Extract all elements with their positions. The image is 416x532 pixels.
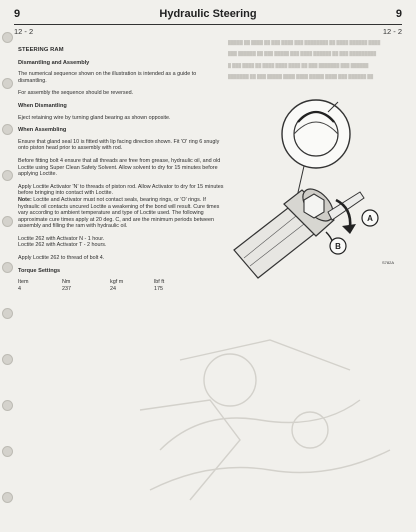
paragraph: Apply Loctite Activator 'N' to threads of piston rod. Allow Activator to dry for 15 minutes before bringing into contact with Loctite. — [18, 183, 224, 197]
figure-id: S782A — [381, 260, 395, 265]
binder-hole — [2, 400, 13, 411]
binder-hole — [2, 78, 13, 89]
section-heading: STEERING RAM — [18, 47, 64, 53]
page-title: Hydraulic Steering — [159, 8, 257, 20]
subheading-when-assembling: When Assembling — [18, 127, 67, 134]
subheading-when-dismantling: When Dismantling — [18, 102, 67, 109]
torque-header: Nm — [62, 279, 71, 286]
binder-hole — [2, 32, 13, 43]
detail-circle — [282, 100, 350, 168]
torque-cell: 4 — [18, 286, 21, 293]
section-numbers — [14, 27, 402, 39]
binder-hole — [2, 216, 13, 227]
torque-header: lbf ft — [154, 279, 165, 286]
page-header — [14, 5, 402, 23]
binder-hole — [2, 308, 13, 319]
torque-cell: 24 — [110, 286, 116, 293]
bleed-through-illustration — [120, 300, 410, 520]
cure-time: Loctite 262 with Activator N - 1 hour. — [18, 235, 105, 242]
bleed-through-text: █████ ██ ████ ██ ███ ████ ███ ████████ ██ ████ ██████ ████ ███ ██████ ██ ███ █████ ███ ████ ██████ ██ ███ █████████ █ ███ ████ ██ ████ ████ ████ ██ ███ ███████ ███ ██████ ███████ ██ ███ █████ ████ ████ █████ ████ ███ ██████ ██ — [228, 40, 381, 80]
note-label: Note: — [18, 196, 32, 203]
binder-hole — [2, 492, 13, 503]
paragraph: Ensure that gland seal 10 is fitted with lip facing direction shown. Fit 'O' ring 6 snugly onto piston head prior to assembly with rod. — [18, 138, 220, 152]
binder-hole — [2, 170, 13, 181]
binder-holes — [0, 0, 14, 532]
binder-hole — [2, 262, 13, 273]
note-paragraph — [18, 197, 224, 230]
paragraph: For assembly the sequence should be reversed. — [18, 90, 134, 97]
page-number-left: 9 — [14, 8, 21, 20]
section-number-right: 12 - 2 — [382, 27, 402, 36]
torque-header: kgf m — [110, 279, 124, 286]
torque-cell: 175 — [154, 286, 163, 293]
paragraph: The numerical sequence shown on the illustration is intended as a guide to dismantling. — [18, 71, 197, 84]
paragraph: Eject retaining wire by turning gland bearing as shown opposite. — [18, 114, 171, 121]
gland-bearing-illustration — [228, 82, 404, 304]
note-text: Loctite and Activator must not contact seals, bearing rings, or 'O' rings. If hydraulic oil contacts uncured Loctite a weakening of the bond will result. Cure times vary according to ambient temperature and type of Loctite used. The following approximate cure times apply at 20 deg. C, and are the minimum periods between assembly and filling the ram with hydraulic oil. — [18, 196, 220, 230]
torque-cell: 237 — [62, 286, 71, 293]
paragraph: Before fitting bolt 4 ensure that all threads are free from grease, hydraulic oil, and old Loctite using Super Clean Safety Solvent. Allow solvent to dry for 15 minutes before applying Loctite. — [18, 157, 221, 178]
page-number-right: 9 — [395, 8, 402, 20]
subheading-torque-settings: Torque Settings — [18, 267, 61, 274]
paragraph: Apply Loctite 262 to thread of bolt 4. — [18, 255, 105, 262]
binder-hole — [2, 124, 13, 135]
header-rule — [14, 24, 402, 25]
section-number-left: 12 - 2 — [14, 27, 34, 36]
cure-time: Loctite 262 with Activator T - 2 hours. — [18, 242, 107, 249]
subheading-dismantling-assembly: Dismantling and Assembly — [18, 59, 90, 66]
main-content — [18, 47, 224, 293]
binder-hole — [2, 354, 13, 365]
callout-b-label: B — [335, 242, 341, 251]
callout-a-label: A — [367, 214, 373, 223]
torque-header: Item — [18, 279, 29, 286]
torque-table — [18, 279, 224, 293]
binder-hole — [2, 446, 13, 457]
